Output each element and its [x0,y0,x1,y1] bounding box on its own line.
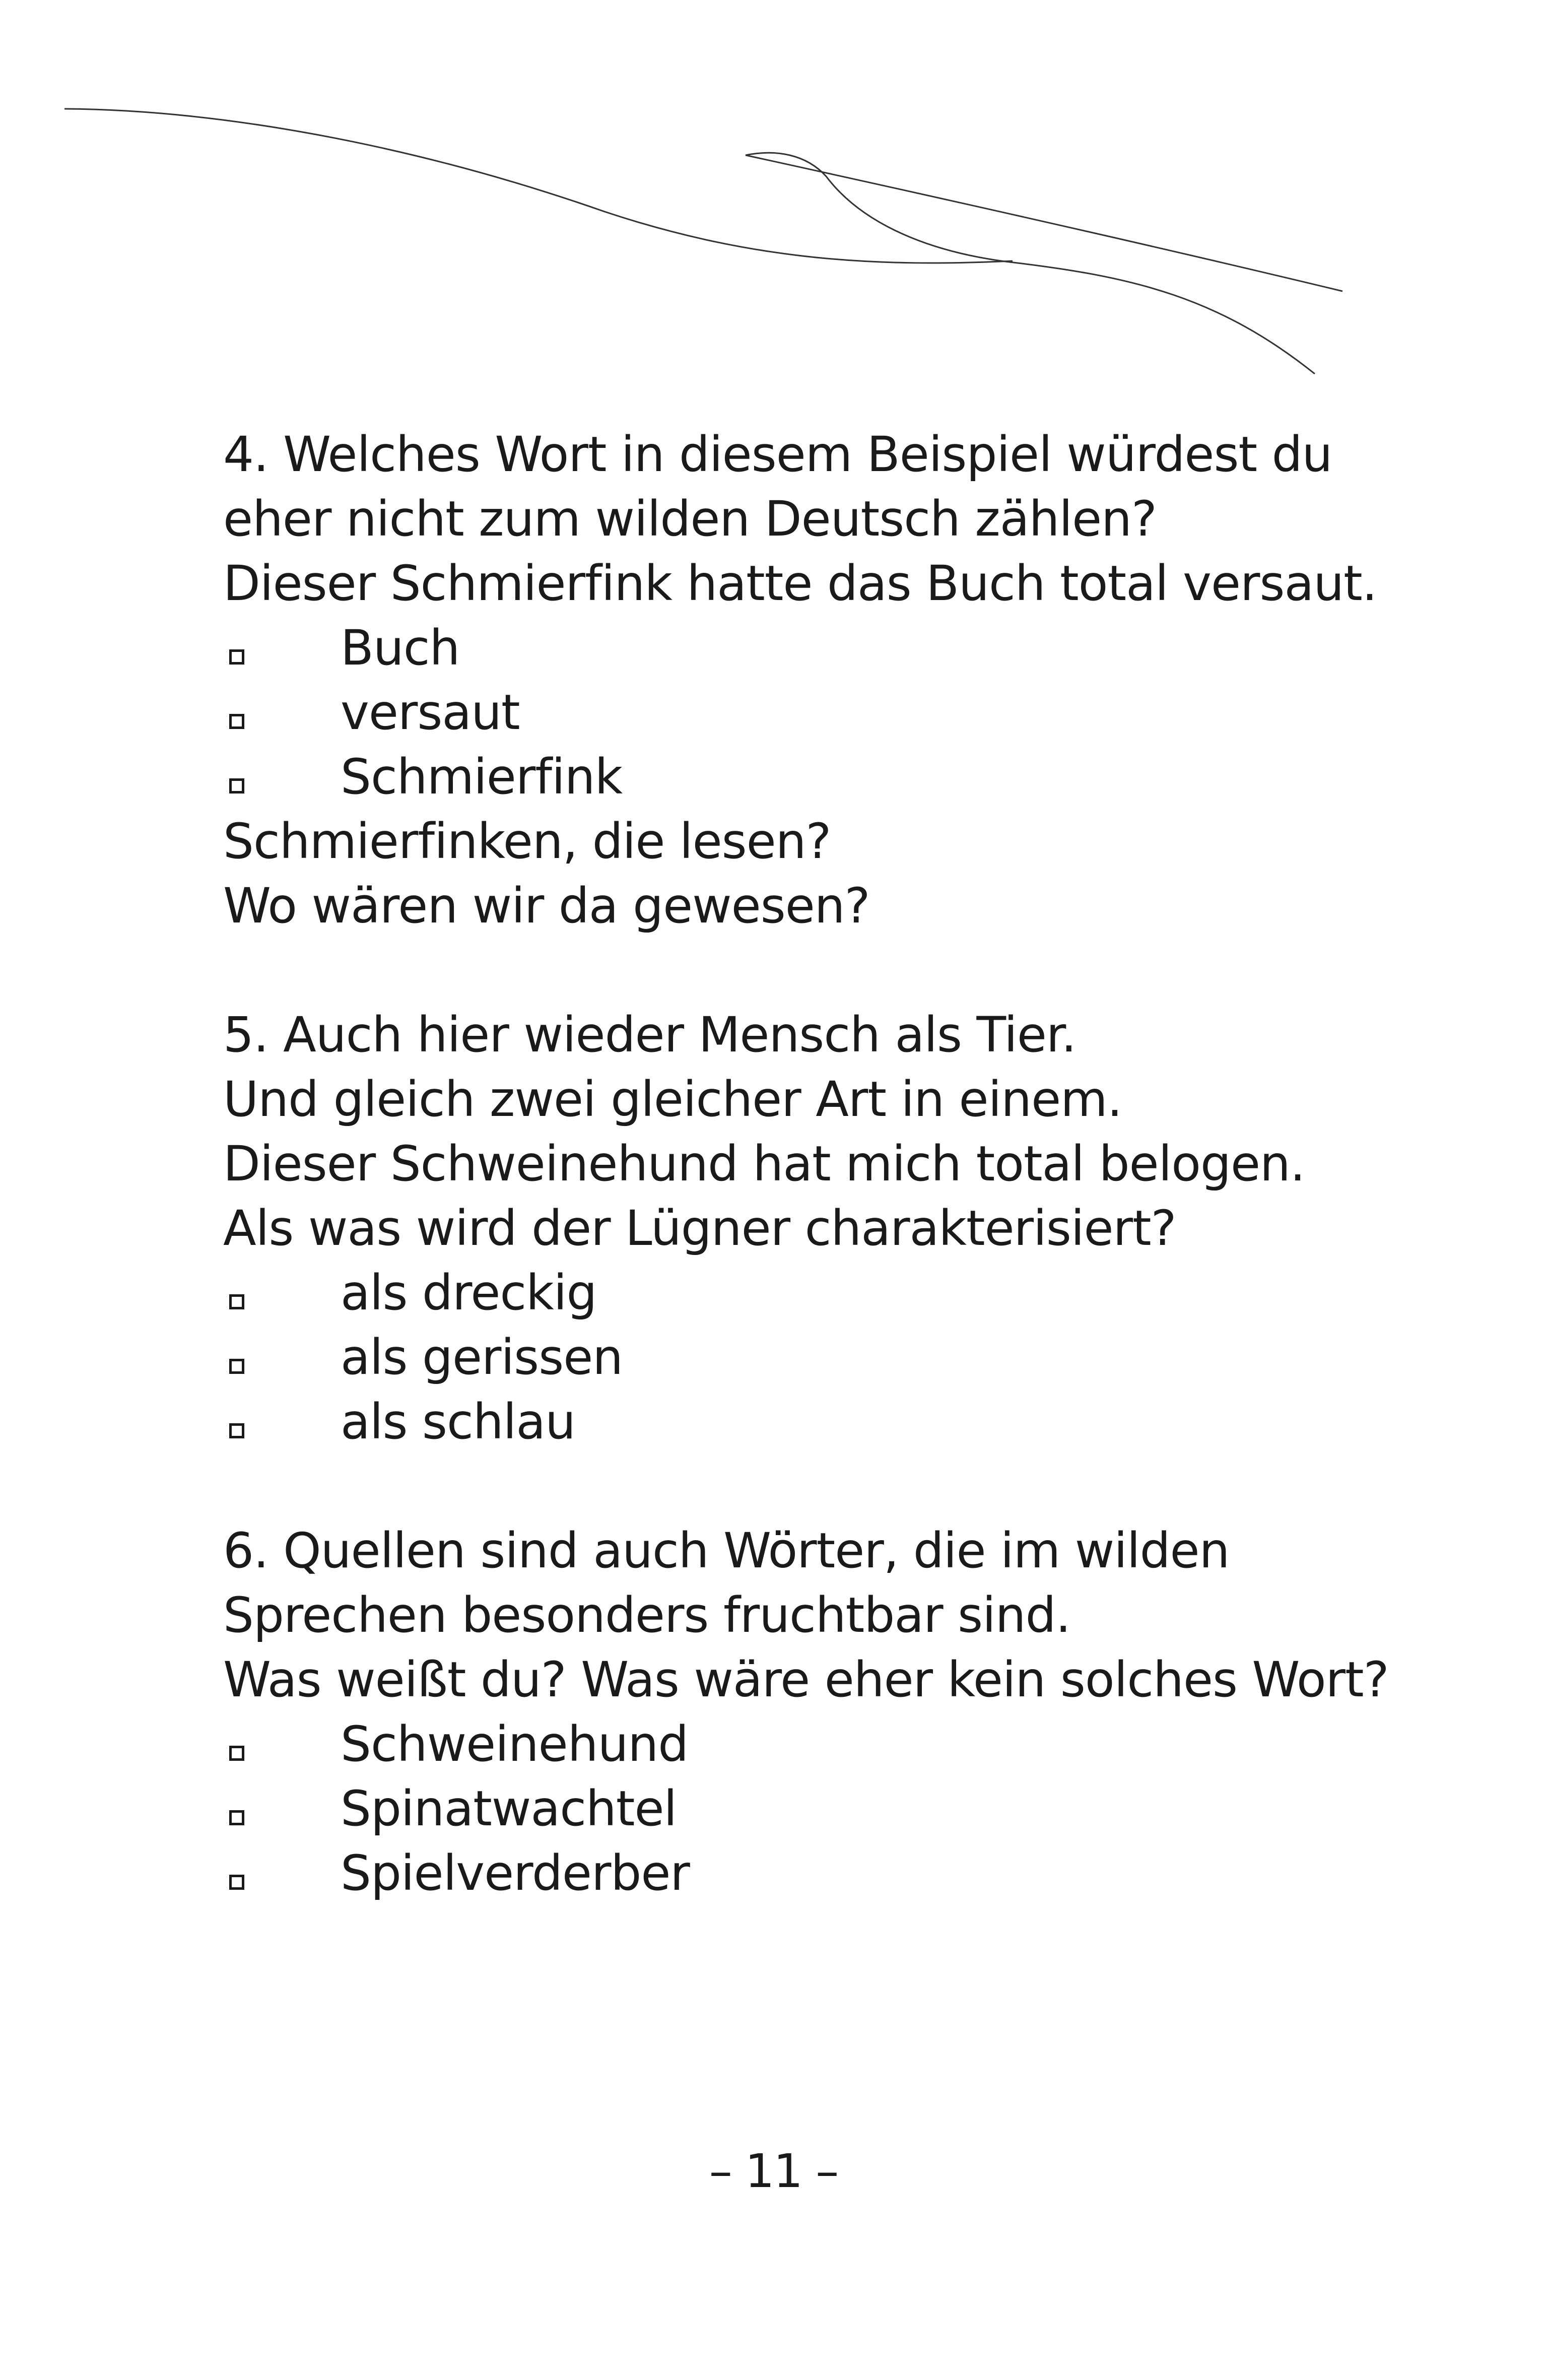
question-4-line-1: 4. Welches Wort in diesem Beispiel würdest du [223,426,1332,483]
checkbox-icon[interactable] [229,1359,244,1374]
question-4-comment-2: Wo wären wir da gewesen? [223,878,870,934]
question-5-option-gerissen[interactable] [223,1325,1432,1390]
checkbox-icon[interactable] [229,1746,244,1761]
decorative-swirl-ornament [0,0,1547,403]
spacer [223,938,1432,1003]
checkbox-icon[interactable] [229,1294,244,1309]
question-4-line-3: Dieser Schmierfink hatte das Buch total versaut. [223,555,1377,612]
checkbox-icon[interactable] [229,778,244,794]
option-label: versaut [341,684,520,741]
question-5-line-3: Dieser Schweinehund hat mich total belogen. [223,1136,1305,1192]
question-5-option-schlau[interactable] [223,1390,1432,1454]
page-number: – 11 – [709,2144,838,2198]
option-label: Spinatwachtel [341,1780,677,1837]
question-5-option-dreckig[interactable] [223,1261,1432,1325]
checkbox-icon[interactable] [229,1875,244,1890]
checkbox-icon[interactable] [229,649,244,665]
checkbox-icon[interactable] [229,714,244,729]
checkbox-icon[interactable] [229,1810,244,1825]
question-content [223,422,1432,1905]
option-label: als gerissen [341,1329,623,1385]
question-5-line-1: 5. Auch hier wieder Mensch als Tier. [223,1007,1077,1063]
option-label: als dreckig [341,1265,597,1321]
question-6-line-3: Was weißt du? Was wäre eher kein solches Wort? [223,1651,1389,1708]
question-6-option-spinatwachtel[interactable] [223,1776,1432,1841]
question-4-option-versaut[interactable] [223,680,1432,745]
option-label: Schmierfink [341,749,623,805]
question-4 [223,422,1432,938]
question-6-option-schweinehund[interactable] [223,1712,1432,1776]
question-4-comment-1: Schmierfinken, die lesen? [223,813,831,870]
question-6 [223,1518,1432,1905]
checkbox-icon[interactable] [229,1423,244,1438]
option-label: Buch [341,620,460,676]
option-label: Spielverderber [341,1845,690,1901]
question-6-line-1: 6. Quellen sind auch Wörter, die im wilden [223,1523,1230,1579]
question-6-option-spielverderber[interactable] [223,1841,1432,1905]
question-5-line-4: Als was wird der Lügner charakterisiert? [223,1200,1176,1257]
question-5 [223,1003,1432,1454]
option-label: als schlau [341,1394,576,1450]
question-4-option-buch[interactable] [223,616,1432,680]
question-5-line-2: Und gleich zwei gleicher Art in einem. [223,1071,1122,1128]
option-label: Schweinehund [341,1716,689,1772]
spacer [223,1454,1432,1518]
question-4-option-schmierfink[interactable] [223,745,1432,809]
question-4-line-2: eher nicht zum wilden Deutsch zählen? [223,491,1157,547]
question-6-line-2: Sprechen besonders fruchtbar sind. [223,1587,1071,1643]
